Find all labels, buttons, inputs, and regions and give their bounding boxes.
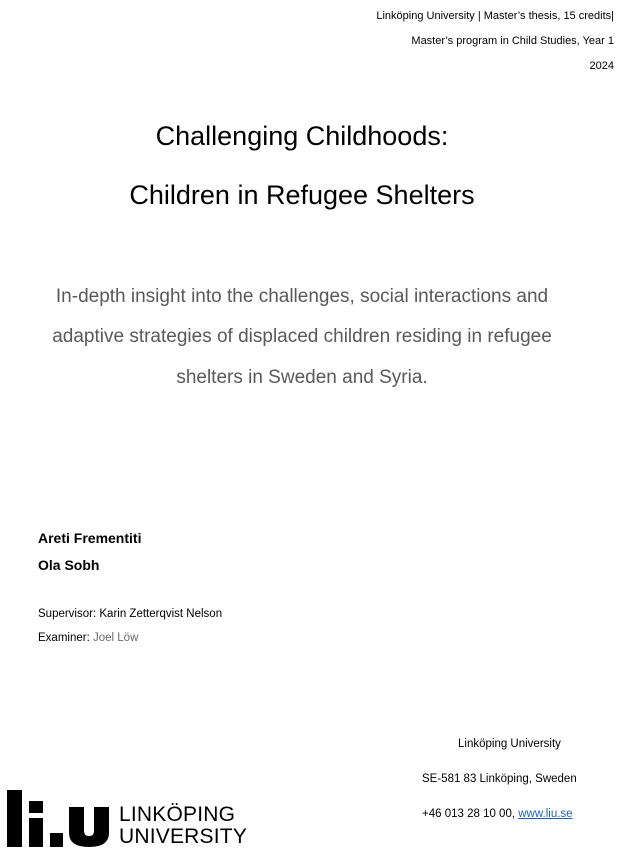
- liu-logo: [7, 787, 248, 849]
- liu-logo-text: [119, 804, 247, 848]
- contact-phone: +46 013 28 10 00,: [422, 808, 516, 820]
- examiner-line: [38, 632, 138, 644]
- title-line-2: Children in Refugee Shelters: [129, 180, 475, 210]
- author-1: Areti Frementiti: [38, 530, 142, 546]
- contact-address: SE-581 83 Linköping, Sweden: [422, 773, 577, 785]
- contact-university: Linköping University: [458, 738, 561, 750]
- subtitle-line-1: In-depth insight into the challenges, social interactions and: [55, 286, 549, 307]
- header-thesis-info: Linköping University | Master’s thesis, 15 credits|: [376, 10, 614, 22]
- title-line-1: Challenging Childhoods:: [155, 121, 449, 151]
- logo-line-2: UNIVERSITY: [119, 825, 248, 848]
- header-year: 2024: [589, 60, 614, 72]
- logo-line-1: LINKÖPING: [119, 803, 236, 826]
- header-program: Master’s program in Child Studies, Year 1: [411, 35, 614, 47]
- author-2: Ola Sobh: [38, 557, 100, 573]
- supervisor-label: Supervisor:: [38, 608, 97, 620]
- subtitle-line-3: shelters in Sweden and Syria.: [176, 367, 428, 388]
- liu-logo-mark-icon: [7, 787, 111, 849]
- supervisor-name: Karin Zetterqvist Nelson: [99, 608, 223, 620]
- examiner-label: Examiner:: [38, 632, 90, 644]
- supervisor-line: [38, 608, 222, 620]
- subtitle-line-2: adaptive strategies of displaced children residing in refugee: [52, 326, 552, 347]
- contact-phone-line: [422, 808, 573, 820]
- website-link[interactable]: www.liu.se: [518, 808, 573, 820]
- examiner-name: Joel Löw: [92, 632, 139, 644]
